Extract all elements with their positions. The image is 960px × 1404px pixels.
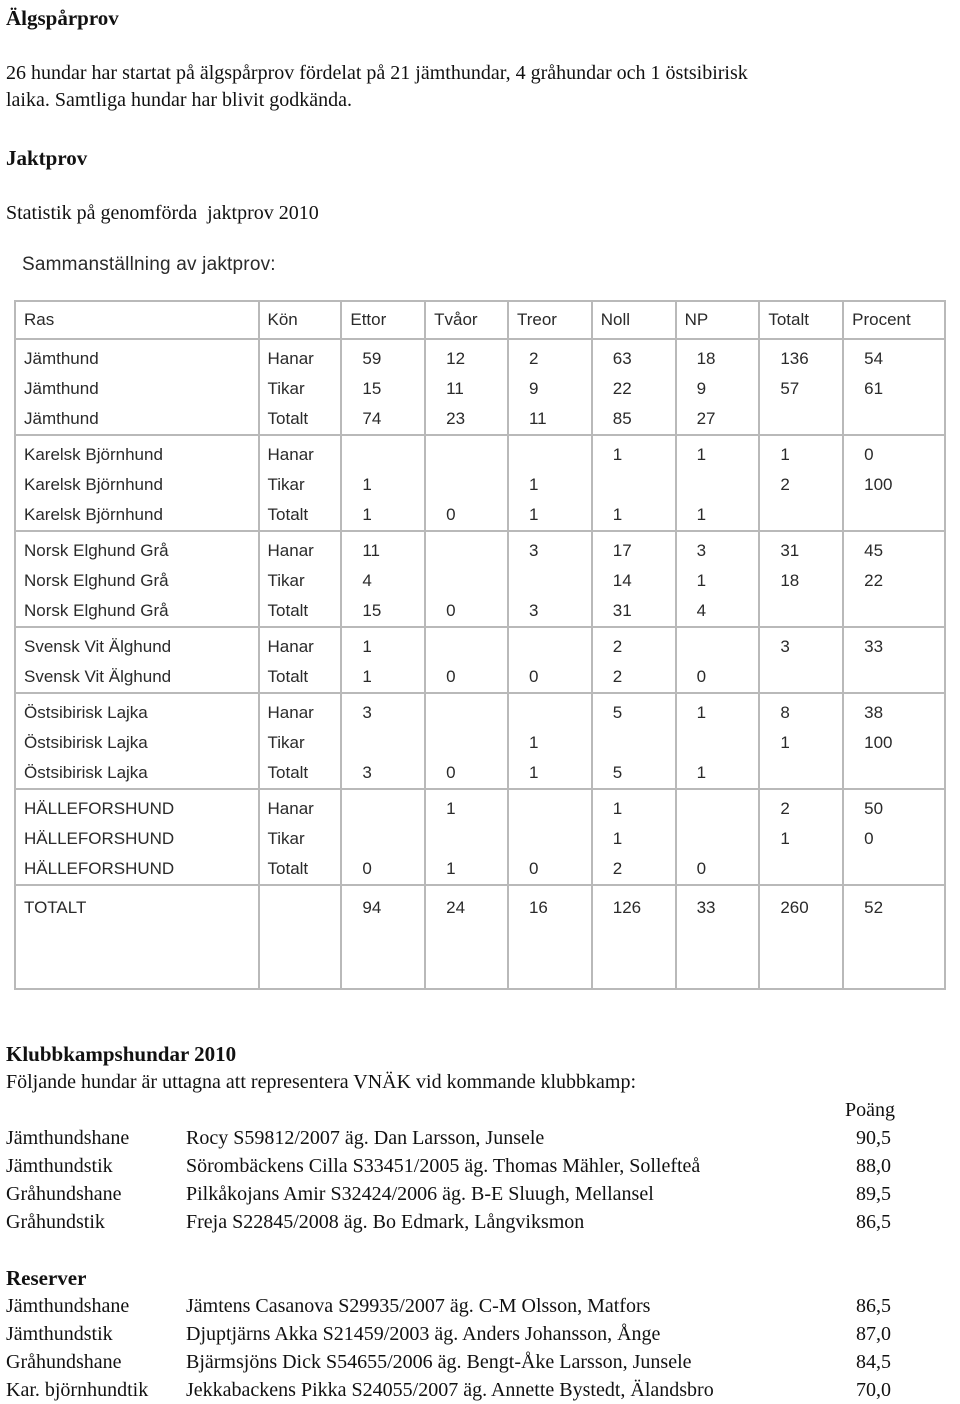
table-row: [15, 440, 945, 470]
cell-percent: [843, 404, 945, 435]
cell-percent: 61: [843, 374, 945, 404]
cell-zero: 1: [592, 440, 676, 470]
cell-np: 0: [676, 662, 760, 693]
cell-percent: 54: [843, 344, 945, 374]
club-dog-category: Gråhundshane: [6, 1183, 122, 1205]
cell-sex: Totalt: [259, 758, 342, 789]
cell-ones: 1: [341, 662, 425, 693]
cell-sex: Tikar: [259, 728, 342, 758]
cell-zero: 22: [592, 374, 676, 404]
header-total: Totalt: [759, 301, 843, 339]
reserve-dog-row: [6, 1292, 946, 1320]
cell-np: 1: [676, 566, 760, 596]
cell-zero: 31: [592, 596, 676, 627]
cell-percent: 45: [843, 536, 945, 566]
reserve-dog-points: 70,0: [856, 1379, 891, 1401]
cell-threes: 9: [508, 374, 592, 404]
cell-total: 1: [759, 440, 843, 470]
cell-zero: 5: [592, 758, 676, 789]
cell-ones: 59: [341, 344, 425, 374]
header-zero: Noll: [592, 301, 676, 339]
total-zero: 126: [592, 890, 676, 989]
cell-breed: Svensk Vit Älghund: [15, 632, 259, 662]
cell-breed: Östsibirisk Lajka: [15, 698, 259, 728]
club-dog-row: [6, 1180, 946, 1208]
cell-ones: 11: [341, 536, 425, 566]
cell-sex: Hanar: [259, 698, 342, 728]
cell-percent: [843, 596, 945, 627]
cell-total: [759, 500, 843, 531]
cell-sex: Tikar: [259, 566, 342, 596]
cell-twos: 1: [425, 794, 508, 824]
club-dog-category: Jämthundshane: [6, 1127, 130, 1149]
table-row: [15, 470, 945, 500]
cell-np: 9: [676, 374, 760, 404]
cell-sex: Totalt: [259, 662, 342, 693]
cell-twos: 1: [425, 854, 508, 885]
stats-total-row: [15, 890, 945, 989]
header-breed: Ras: [15, 301, 259, 339]
cell-percent: 0: [843, 440, 945, 470]
cell-zero: 85: [592, 404, 676, 435]
cell-np: 1: [676, 500, 760, 531]
cell-ones: 15: [341, 596, 425, 627]
cell-breed: Norsk Elghund Grå: [15, 596, 259, 627]
cell-breed: Karelsk Björnhund: [15, 470, 259, 500]
cell-threes: [508, 440, 592, 470]
cell-total: [759, 404, 843, 435]
cell-threes: 3: [508, 536, 592, 566]
cell-percent: 100: [843, 470, 945, 500]
club-dog-points: 89,5: [856, 1183, 891, 1205]
stats-table-title: Sammanställning av jaktprov:: [22, 254, 276, 275]
cell-total: [759, 758, 843, 789]
reserve-dog-dog: Djuptjärns Akka S21459/2003 äg. Anders Johansson, Ånge: [186, 1323, 661, 1345]
cell-zero: 1: [592, 794, 676, 824]
cell-np: [676, 632, 760, 662]
cell-np: 27: [676, 404, 760, 435]
total-twos: 24: [425, 890, 508, 989]
cell-np: 1: [676, 698, 760, 728]
table-row: [15, 728, 945, 758]
cell-sex: Hanar: [259, 794, 342, 824]
cell-twos: 0: [425, 500, 508, 531]
cell-ones: 4: [341, 566, 425, 596]
page-heading-jaktprov: Jaktprov: [6, 146, 88, 170]
cell-total: [759, 662, 843, 693]
cell-zero: [592, 728, 676, 758]
cell-twos: [425, 728, 508, 758]
cell-threes: 0: [508, 662, 592, 693]
cell-zero: 17: [592, 536, 676, 566]
cell-zero: 14: [592, 566, 676, 596]
total-threes: 16: [508, 890, 592, 989]
cell-twos: [425, 824, 508, 854]
jaktprov-paragraph: Statistik på genomförda jaktprov 2010: [6, 202, 319, 224]
cell-np: 1: [676, 758, 760, 789]
club-dog-row: [6, 1152, 946, 1180]
cell-zero: 2: [592, 854, 676, 885]
cell-total: 2: [759, 470, 843, 500]
cell-percent: [843, 662, 945, 693]
cell-total: 1: [759, 728, 843, 758]
cell-ones: [341, 728, 425, 758]
cell-breed: Karelsk Björnhund: [15, 440, 259, 470]
reserve-dog-category: Jämthundshane: [6, 1295, 130, 1317]
cell-zero: 2: [592, 632, 676, 662]
cell-threes: [508, 824, 592, 854]
cell-breed: Norsk Elghund Grå: [15, 536, 259, 566]
total-breed: TOTALT: [15, 890, 259, 989]
reserve-dog-row: [6, 1348, 946, 1376]
reserve-dog-dog: Jekkabackens Pikka S24055/2007 äg. Annette Bystedt, Älandsbro: [186, 1379, 714, 1401]
cell-percent: [843, 854, 945, 885]
club-dog-row: [6, 1208, 946, 1236]
cell-ones: [341, 794, 425, 824]
reserve-dog-points: 87,0: [856, 1323, 891, 1345]
cell-sex: Totalt: [259, 500, 342, 531]
cell-ones: 3: [341, 758, 425, 789]
cell-breed: HÄLLEFORSHUND: [15, 854, 259, 885]
cell-total: 18: [759, 566, 843, 596]
cell-twos: [425, 536, 508, 566]
cell-sex: Totalt: [259, 404, 342, 435]
table-row: [15, 596, 945, 627]
cell-ones: 74: [341, 404, 425, 435]
cell-breed: Karelsk Björnhund: [15, 500, 259, 531]
cell-breed: Norsk Elghund Grå: [15, 566, 259, 596]
header-ones: Ettor: [341, 301, 425, 339]
total-percent: 52: [843, 890, 945, 989]
page-heading-algsparprov: Älgspårprov: [6, 6, 119, 30]
cell-np: 18: [676, 344, 760, 374]
reserve-dog-category: Jämthundstik: [6, 1323, 113, 1345]
club-title: Klubbkampshundar 2010: [6, 1042, 237, 1066]
cell-sex: Tikar: [259, 470, 342, 500]
cell-zero: 2: [592, 662, 676, 693]
table-row: [15, 824, 945, 854]
table-row: [15, 344, 945, 374]
cell-threes: 1: [508, 470, 592, 500]
header-twos: Tvåor: [425, 301, 508, 339]
cell-ones: 0: [341, 854, 425, 885]
club-dog-points: 90,5: [856, 1127, 891, 1149]
cell-np: [676, 824, 760, 854]
reserve-dog-row: [6, 1320, 946, 1348]
cell-np: [676, 470, 760, 500]
cell-twos: [425, 698, 508, 728]
cell-zero: [592, 470, 676, 500]
cell-twos: 0: [425, 596, 508, 627]
cell-twos: [425, 470, 508, 500]
cell-threes: 1: [508, 728, 592, 758]
cell-total: 31: [759, 536, 843, 566]
club-dog-category: Gråhundstik: [6, 1211, 105, 1233]
table-row: [15, 500, 945, 531]
cell-sex: Totalt: [259, 854, 342, 885]
reserve-dog-dog: Bjärmsjöns Dick S54655/2006 äg. Bengt-Åke Larsson, Junsele: [186, 1351, 692, 1373]
table-row: [15, 374, 945, 404]
reserve-dog-points: 86,5: [856, 1295, 891, 1317]
reserves-title: Reserver: [6, 1266, 87, 1290]
cell-breed: HÄLLEFORSHUND: [15, 824, 259, 854]
cell-breed: Jämthund: [15, 404, 259, 435]
cell-breed: Svensk Vit Älghund: [15, 662, 259, 693]
table-row: [15, 404, 945, 435]
cell-sex: Totalt: [259, 596, 342, 627]
cell-threes: 11: [508, 404, 592, 435]
table-row: [15, 854, 945, 885]
table-row: [15, 698, 945, 728]
total-total: 260: [759, 890, 843, 989]
cell-ones: 1: [341, 470, 425, 500]
cell-sex: Tikar: [259, 374, 342, 404]
cell-sex: Hanar: [259, 344, 342, 374]
reserve-dog-row: [6, 1376, 946, 1404]
reserve-dog-category: Gråhundshane: [6, 1351, 122, 1373]
cell-total: 8: [759, 698, 843, 728]
cell-np: 3: [676, 536, 760, 566]
cell-percent: 22: [843, 566, 945, 596]
cell-percent: 33: [843, 632, 945, 662]
cell-np: 0: [676, 854, 760, 885]
cell-np: 4: [676, 596, 760, 627]
cell-np: [676, 794, 760, 824]
cell-threes: 0: [508, 854, 592, 885]
cell-np: 1: [676, 440, 760, 470]
cell-twos: 11: [425, 374, 508, 404]
cell-total: 3: [759, 632, 843, 662]
cell-threes: [508, 794, 592, 824]
cell-threes: [508, 566, 592, 596]
club-intro: Följande hundar är uttagna att representera VNÄK vid kommande klubbkamp:: [6, 1071, 637, 1093]
table-row: [15, 662, 945, 693]
table-row: [15, 758, 945, 789]
club-dog-dog: Rocy S59812/2007 äg. Dan Larsson, Junsele: [186, 1127, 545, 1149]
cell-breed: Östsibirisk Lajka: [15, 758, 259, 789]
table-row: [15, 536, 945, 566]
cell-ones: 1: [341, 500, 425, 531]
cell-sex: Hanar: [259, 536, 342, 566]
club-dog-points: 86,5: [856, 1211, 891, 1233]
cell-total: [759, 596, 843, 627]
cell-threes: 3: [508, 596, 592, 627]
cell-percent: 0: [843, 824, 945, 854]
cell-zero: 1: [592, 500, 676, 531]
header-percent: Procent: [843, 301, 945, 339]
cell-total: 136: [759, 344, 843, 374]
cell-percent: 50: [843, 794, 945, 824]
cell-twos: [425, 440, 508, 470]
cell-breed: Jämthund: [15, 344, 259, 374]
cell-total: 1: [759, 824, 843, 854]
total-sex: [259, 890, 342, 989]
cell-zero: 5: [592, 698, 676, 728]
table-row: [15, 794, 945, 824]
cell-twos: 0: [425, 758, 508, 789]
header-threes: Treor: [508, 301, 592, 339]
cell-total: [759, 854, 843, 885]
cell-percent: 38: [843, 698, 945, 728]
club-dog-dog: Freja S22845/2008 äg. Bo Edmark, Långviksmon: [186, 1211, 585, 1233]
cell-threes: 2: [508, 344, 592, 374]
cell-ones: 15: [341, 374, 425, 404]
cell-ones: [341, 824, 425, 854]
cell-threes: [508, 632, 592, 662]
stats-header-row: [15, 301, 945, 339]
points-header: Poäng: [845, 1099, 895, 1121]
cell-zero: 1: [592, 824, 676, 854]
stats-table: [14, 300, 946, 990]
cell-threes: 1: [508, 758, 592, 789]
cell-ones: 1: [341, 632, 425, 662]
cell-percent: 100: [843, 728, 945, 758]
reserve-dog-dog: Jämtens Casanova S29935/2007 äg. C-M Olsson, Matfors: [186, 1295, 651, 1317]
cell-ones: 3: [341, 698, 425, 728]
cell-twos: [425, 566, 508, 596]
cell-total: 2: [759, 794, 843, 824]
cell-sex: Hanar: [259, 440, 342, 470]
club-dog-points: 88,0: [856, 1155, 891, 1177]
reserve-dog-category: Kar. björnhundtik: [6, 1379, 149, 1401]
cell-twos: 23: [425, 404, 508, 435]
club-dog-category: Jämthundstik: [6, 1155, 113, 1177]
cell-sex: Hanar: [259, 632, 342, 662]
cell-total: 57: [759, 374, 843, 404]
cell-zero: 63: [592, 344, 676, 374]
cell-sex: Tikar: [259, 824, 342, 854]
table-row: [15, 632, 945, 662]
cell-threes: 1: [508, 500, 592, 531]
cell-breed: HÄLLEFORSHUND: [15, 794, 259, 824]
header-sex: Kön: [259, 301, 342, 339]
club-dog-dog: Pilkåkojans Amir S32424/2006 äg. B-E Sluugh, Mellansel: [186, 1183, 654, 1205]
reserve-dog-points: 84,5: [856, 1351, 891, 1373]
total-ones: 94: [341, 890, 425, 989]
header-np: NP: [676, 301, 760, 339]
total-np: 33: [676, 890, 760, 989]
club-dog-dog: Sörombäckens Cilla S33451/2005 äg. Thomas Mähler, Sollefteå: [186, 1155, 701, 1177]
cell-breed: Östsibirisk Lajka: [15, 728, 259, 758]
cell-percent: [843, 758, 945, 789]
cell-threes: [508, 698, 592, 728]
algsparprov-paragraph: 26 hundar har startat på älgspårprov fördelat på 21 jämthundar, 4 gråhundar och 1 östsibirisk laika. Samtliga hundar har blivit godkända.: [6, 62, 748, 111]
cell-twos: 12: [425, 344, 508, 374]
table-row: [15, 566, 945, 596]
club-dog-row: [6, 1124, 946, 1152]
cell-percent: [843, 500, 945, 531]
cell-ones: [341, 440, 425, 470]
cell-twos: [425, 632, 508, 662]
cell-twos: 0: [425, 662, 508, 693]
cell-breed: Jämthund: [15, 374, 259, 404]
cell-np: [676, 728, 760, 758]
